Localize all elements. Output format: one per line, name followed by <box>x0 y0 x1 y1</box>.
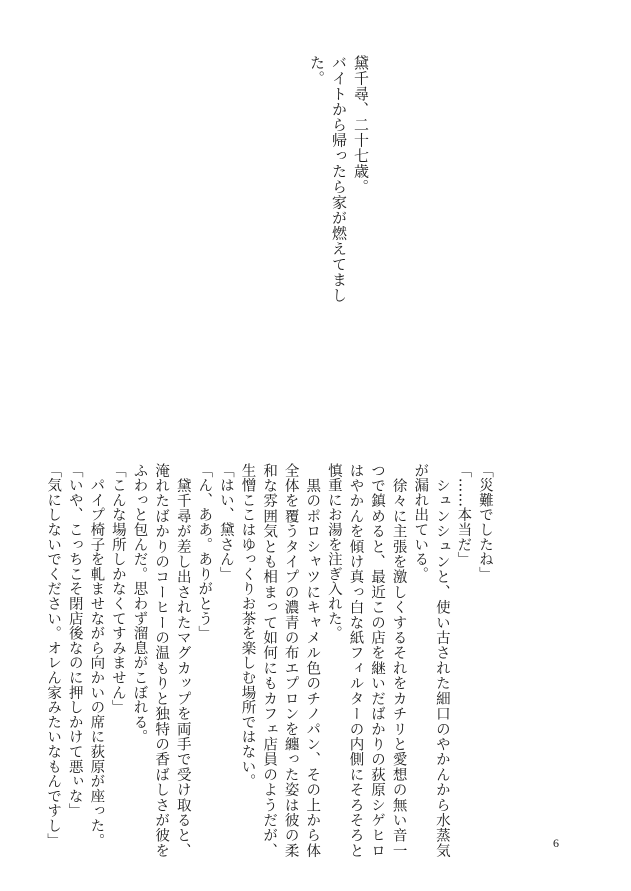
paragraph: パイプ椅子を軋ませながら向かいの席に荻原が座った。 <box>88 463 105 848</box>
paragraph: 「気にしないでください。オレん家みたいなもんですし」 <box>45 463 62 848</box>
paragraph: 黒のポロシャツにキャメル色のチノパン、その上から体全体を覆うタイプの濃青の布エプロンを纏った姿は彼の柔和な雰囲気とも相まって如何にもカフェ店員のようだが、生憎ここはゆっくりお茶を楽しむ場所ではない。 <box>239 463 321 858</box>
paragraph: 黛千尋が差し出されたマグカップを両手で受け取ると、淹れたばかりのコーヒーの温もりと独特の香ばしさが彼をふわっと包んだ。思わず溜息がこぼれる。 <box>131 463 191 858</box>
paragraph: 「いや、こっちこそ閉店後なのに押しかけて悪ぃな」 <box>66 463 83 819</box>
paragraph: 「ん、ああ。ありがとう」 <box>196 463 213 641</box>
paragraph: 「こんな場所しかなくてすみません」 <box>109 463 126 715</box>
paragraph: 「はい、黛さん」 <box>217 463 234 582</box>
paragraph: 「……本当だ」 <box>455 463 472 567</box>
epigraph-line-2: バイトから帰ったら家が燃えてました。 <box>308 55 348 303</box>
paragraph: 徐々に主張を激しくするそれをカチリと愛想の無い音一つで鎮めると、最近この店を継いだばかりの荻原シゲヒロはやかんを傾け真っ白な紙フィルターの内側にそろそろと慎重にお湯を注ぎ入れた。 <box>325 463 407 858</box>
chapter-epigraph <box>306 55 372 325</box>
page-number: 6 <box>553 836 559 850</box>
paragraph: シュンシュンと、使い古された細口のやかんから水蒸気が漏れ出ている。 <box>412 463 450 858</box>
body-text <box>45 463 495 858</box>
epigraph-line-1: 黛千尋、二十七歳。 <box>352 55 370 195</box>
paragraph: 「災難でしたね」 <box>477 463 493 582</box>
